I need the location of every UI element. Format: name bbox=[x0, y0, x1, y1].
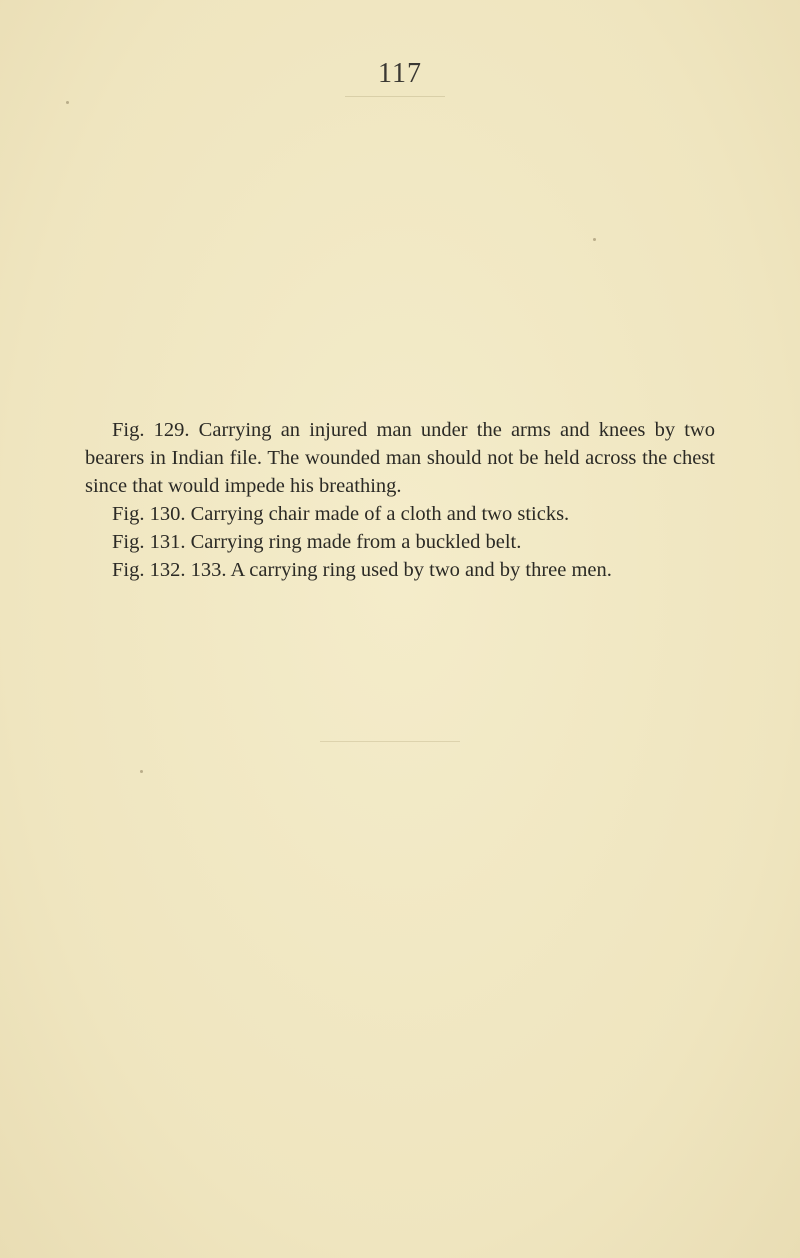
divider-rule bbox=[320, 741, 460, 742]
paper-speck bbox=[66, 101, 69, 104]
page-number-rule bbox=[345, 96, 445, 97]
caption-fig-129: Fig. 129. Carrying an injured man under the arms and knees by two bearers in Indian file. The wounded man should not be held across the chest since that would impede his breathing. bbox=[85, 419, 715, 497]
figure-captions bbox=[85, 416, 715, 584]
paper-speck bbox=[140, 770, 143, 773]
page-number: 117 bbox=[378, 58, 422, 89]
paper-speck bbox=[593, 238, 596, 241]
caption-fig-131: Fig. 131. Carrying ring made from a buckled belt. bbox=[112, 531, 522, 553]
caption-fig-130: Fig. 130. Carrying chair made of a cloth and two sticks. bbox=[112, 503, 570, 525]
caption-fig-132-133: Fig. 132. 133. A carrying ring used by two and by three men. bbox=[112, 559, 612, 581]
